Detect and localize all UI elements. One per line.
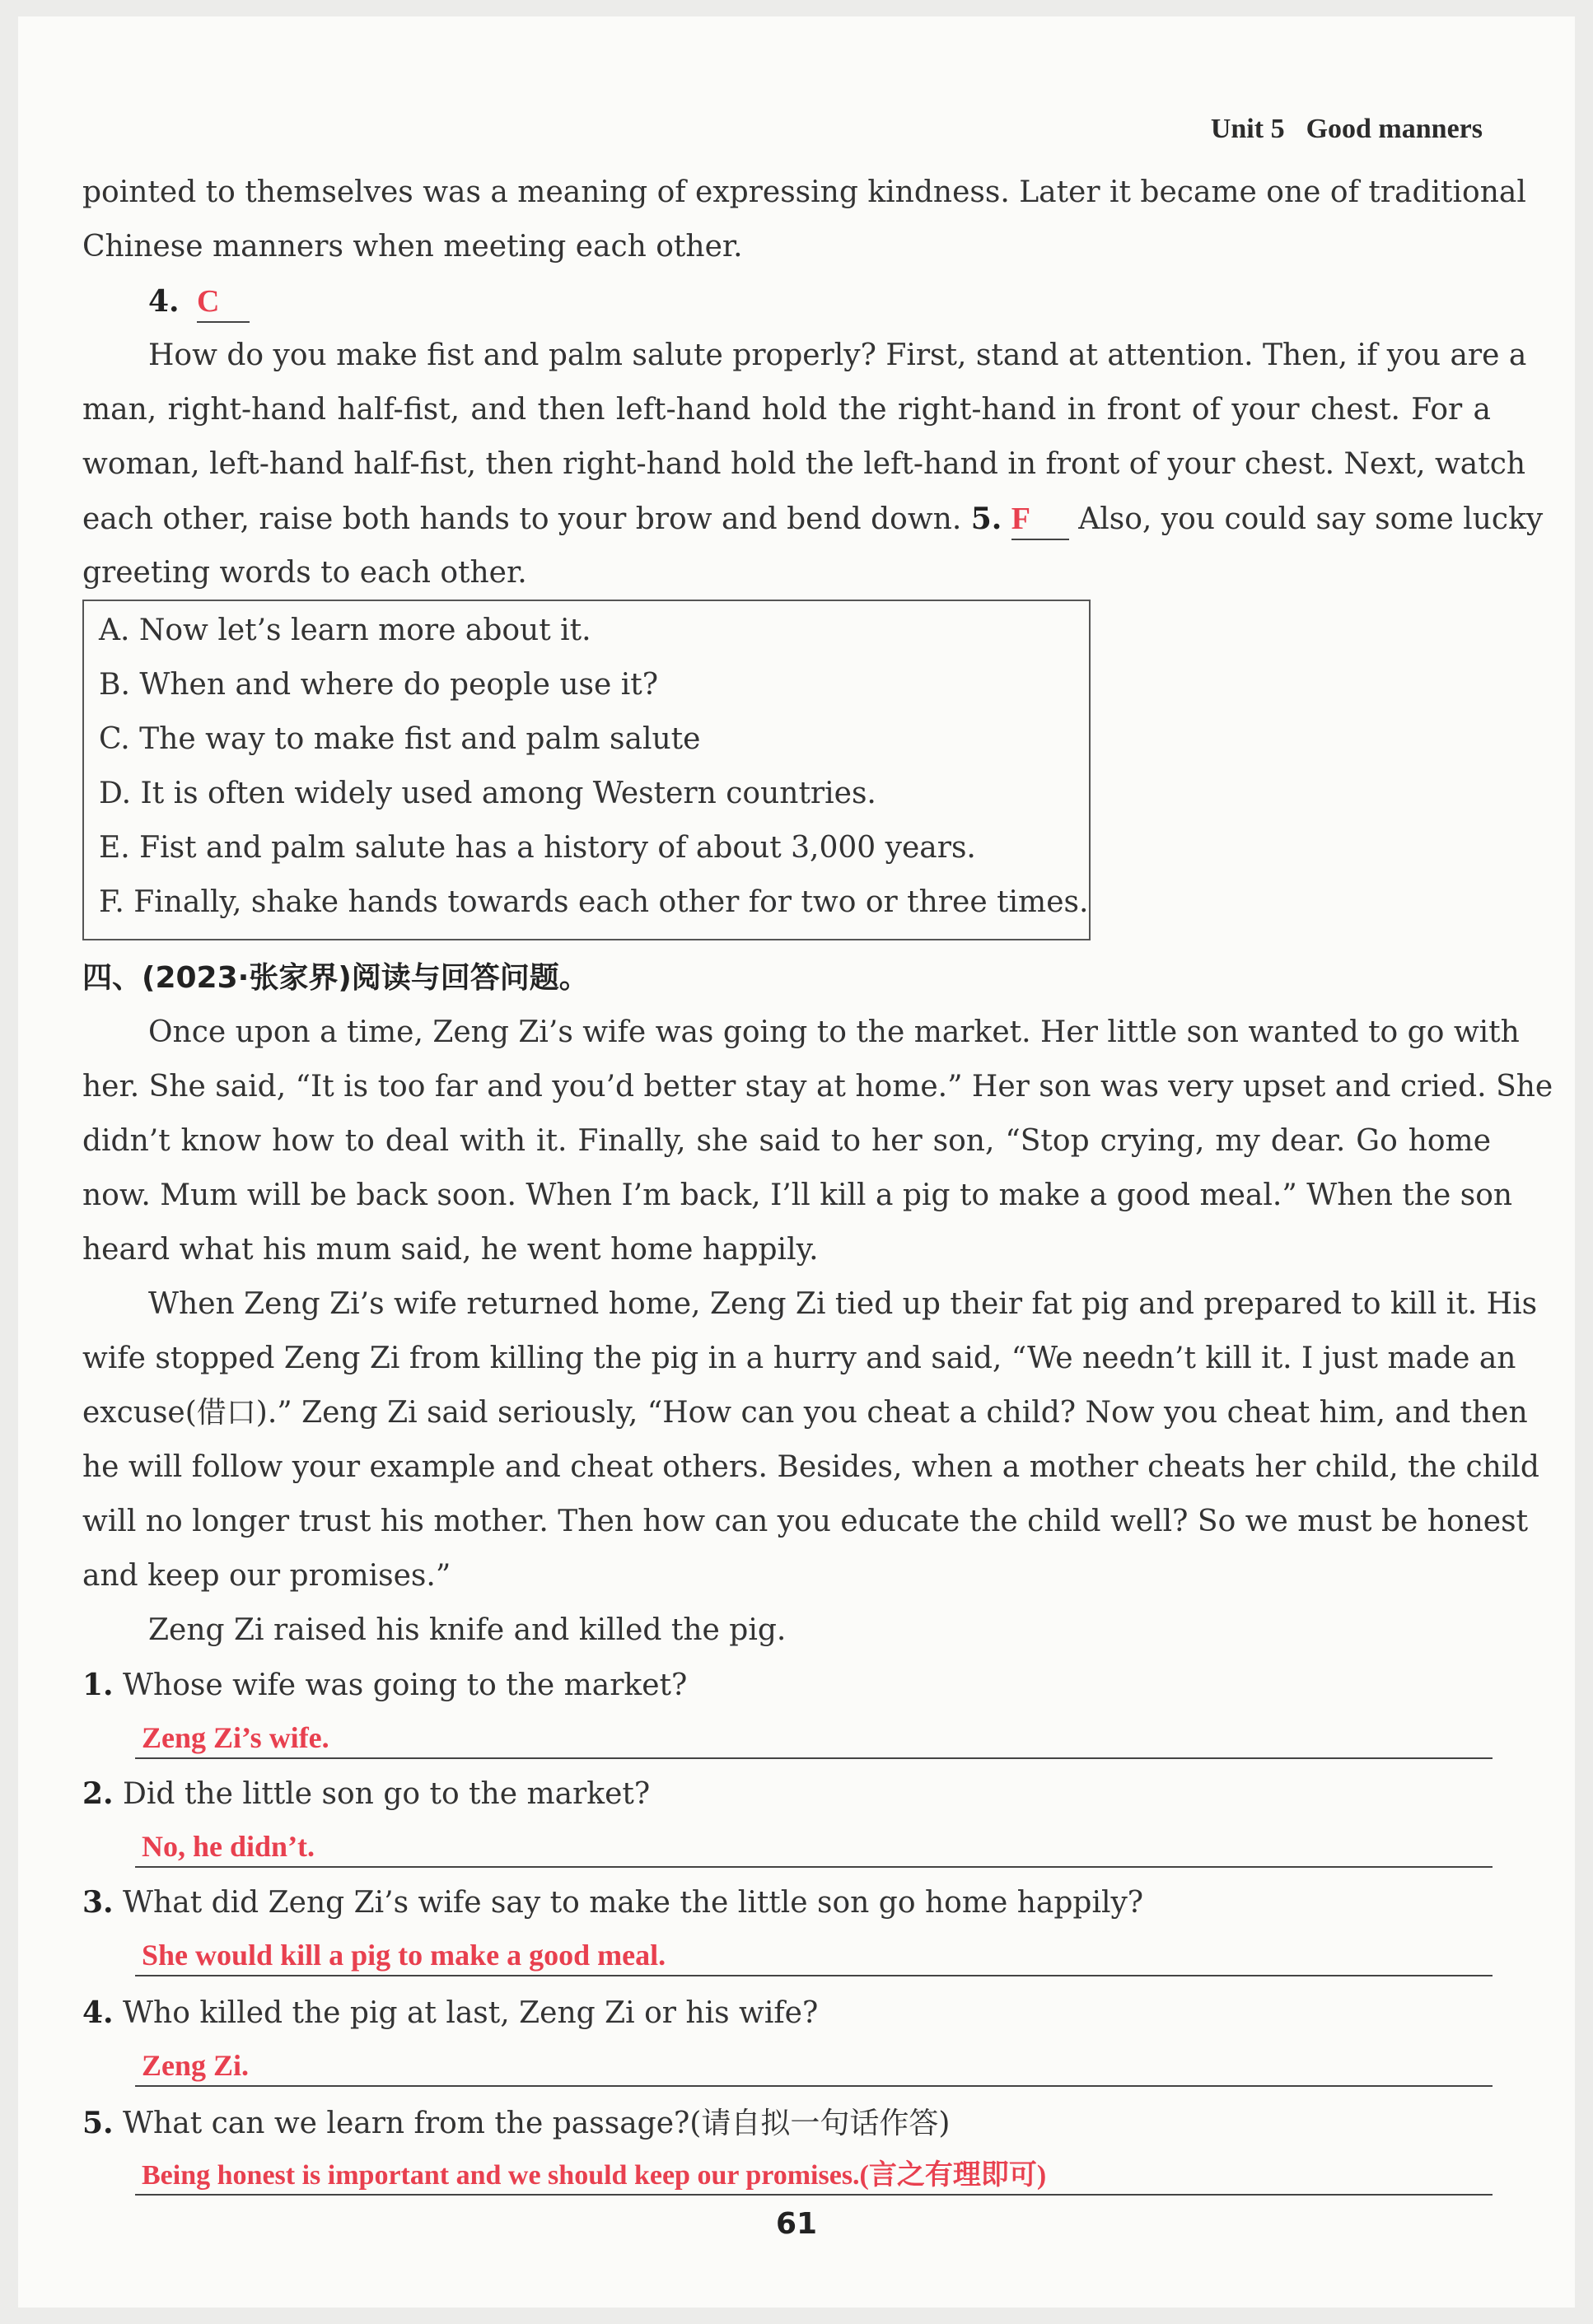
option-d: D. It is often widely used among Western countries. bbox=[99, 777, 876, 810]
passage-text: Also, you could say some lucky bbox=[1078, 502, 1544, 536]
passage-text: each other, raise both hands to your brow and bend down. bbox=[82, 502, 962, 536]
answer-1: Zeng Zi’s wife. bbox=[142, 1721, 329, 1754]
story-line: he will follow your example and cheat others. Besides, when a mother cheats her child, the child bbox=[82, 1450, 1539, 1484]
story-line: will no longer trust his mother. Then how can you educate the child well? So we must be honest bbox=[82, 1505, 1529, 1538]
passage-line-with-blank bbox=[82, 499, 1544, 540]
answer-2: No, he didn’t. bbox=[142, 1830, 315, 1863]
story-line: Once upon a time, Zeng Zi’s wife was going to the market. Her little son wanted to go with bbox=[148, 1015, 1520, 1049]
question-number: 5. bbox=[82, 2106, 114, 2140]
passage-line: woman, left-hand half-fist, then right-hand hold the left-hand in front of your chest. Next, watch bbox=[82, 447, 1526, 481]
story-line: excuse(借口).” Zeng Zi said seriously, “How can you cheat a child? Now you cheat him, and then bbox=[82, 1396, 1528, 1430]
question-5 bbox=[82, 2103, 950, 2144]
question-text: Who killed the pig at last, Zeng Zi or his wife? bbox=[123, 1996, 819, 2030]
answer-line bbox=[135, 2085, 1493, 2087]
answer-blank-5: F bbox=[1011, 499, 1069, 540]
question-number: 1. bbox=[82, 1668, 114, 1702]
option-f: F. Finally, shake hands towards each other for two or three times. bbox=[99, 885, 1089, 919]
blank-question-4 bbox=[82, 282, 1491, 323]
question-number: 2. bbox=[82, 1776, 114, 1811]
passage-line: Chinese manners when meeting each other. bbox=[82, 230, 743, 264]
unit-title: Good manners bbox=[1306, 114, 1483, 144]
question-1 bbox=[82, 1665, 687, 1706]
passage-line: greeting words to each other. bbox=[82, 556, 527, 590]
question-3 bbox=[82, 1883, 1143, 1923]
question-number: 4. bbox=[82, 1995, 114, 2030]
answer-5: Being honest is important and we should keep our promises.(言之有理即可) bbox=[142, 2160, 1047, 2191]
question-text: Whose wife was going to the market? bbox=[123, 1668, 688, 1702]
question-text: Did the little son go to the market? bbox=[123, 1777, 651, 1811]
answer-line bbox=[135, 1866, 1493, 1868]
answer-line bbox=[135, 1757, 1493, 1759]
answer-3: She would kill a pig to make a good meal. bbox=[142, 1939, 666, 1972]
page-header bbox=[1211, 114, 1483, 145]
story-line: didn’t know how to deal with it. Finally, she said to her son, “Stop crying, my dear. Go home bbox=[82, 1124, 1491, 1158]
question-number: 5. bbox=[970, 502, 1002, 536]
answer-blank-4: C bbox=[197, 282, 250, 323]
answer-4: Zeng Zi. bbox=[142, 2049, 250, 2082]
story-line: wife stopped Zeng Zi from killing the pig in a hurry and said, “We needn’t kill it. I just made an bbox=[82, 1342, 1516, 1375]
story-line: now. Mum will be back soon. When I’m back, I’ll kill a pig to make a good meal.” When the son bbox=[82, 1178, 1513, 1212]
passage-line: man, right-hand half-fist, and then left-hand hold the right-hand in front of your chest. For a bbox=[82, 393, 1491, 427]
story-line: her. She said, “It is too far and you’d better stay at home.” Her son was very upset and cried. She bbox=[82, 1070, 1553, 1104]
answer-line bbox=[135, 2194, 1493, 2196]
question-4 bbox=[82, 1993, 818, 2033]
story-line: heard what his mum said, he went home happily. bbox=[82, 1233, 819, 1267]
option-c: C. The way to make fist and palm salute bbox=[99, 722, 701, 756]
question-text: What did Zeng Zi’s wife say to make the little son go home happily? bbox=[123, 1886, 1144, 1920]
option-a: A. Now let’s learn more about it. bbox=[99, 614, 591, 647]
question-number: 3. bbox=[82, 1885, 114, 1920]
option-e: E. Fist and palm salute has a history of about 3,000 years. bbox=[99, 831, 976, 865]
answer-line bbox=[135, 1975, 1493, 1976]
passage-line: How do you make fist and palm salute properly? First, stand at attention. Then, if you are a bbox=[148, 338, 1527, 372]
story-line: Zeng Zi raised his knife and killed the pig. bbox=[148, 1613, 787, 1647]
options-box bbox=[82, 600, 1091, 940]
page-number: 61 bbox=[775, 2207, 818, 2241]
story-line: When Zeng Zi’s wife returned home, Zeng Zi tied up their fat pig and prepared to kill it. His bbox=[148, 1287, 1538, 1321]
question-2 bbox=[82, 1774, 650, 1814]
worksheet-page bbox=[18, 16, 1575, 2308]
question-number: 4. bbox=[148, 284, 180, 319]
question-text: What can we learn from the passage?(请自拟一句话作答) bbox=[123, 2107, 951, 2140]
unit-label: Unit 5 bbox=[1210, 114, 1285, 144]
story-line: and keep our promises.” bbox=[82, 1559, 451, 1593]
passage-line: pointed to themselves was a meaning of expressing kindness. Later it became one of traditional bbox=[82, 175, 1526, 209]
section-title: 四、(2023·张家界)阅读与回答问题。 bbox=[82, 961, 589, 995]
option-b: B. When and where do people use it? bbox=[99, 668, 659, 702]
